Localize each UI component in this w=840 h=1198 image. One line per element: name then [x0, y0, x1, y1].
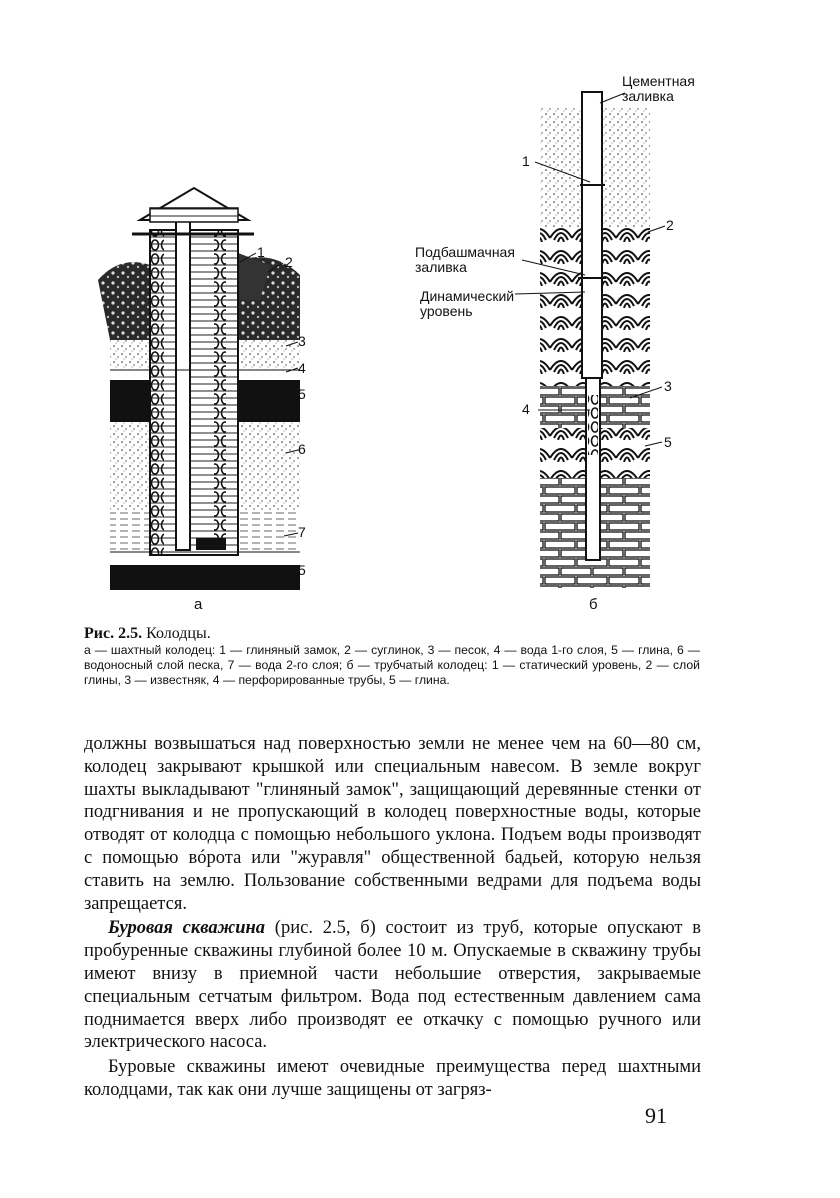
page-number: 91	[645, 1103, 667, 1128]
label-b-2: 2	[666, 217, 674, 233]
caption-title	[84, 624, 700, 643]
figure-caption	[84, 624, 700, 688]
label-cement-line1: Цементная	[622, 73, 695, 89]
label-dynamic-line1: Динамический	[420, 288, 515, 304]
label-a-7: 7	[298, 524, 306, 540]
label-b-4: 4	[522, 401, 530, 417]
label-subbash-line2: заливка	[415, 259, 467, 275]
paragraph-3: Буровые скважины имеют очевидные преимущества перед шахтными колодцами, так как они лучше защищены от загряз-	[84, 1057, 701, 1100]
paragraph-2-text: (рис. 2.5, б) состоит из труб, которые опускают в пробуренные скважины глубиной более 10 м. Опускаемые в скважину трубы имеют внизу в приемной части небольшие отверстия, закрываемые специальным сетчатым фильтром. Вода под естественным давлением сама поднимается вверх либо производят ее откачку с помощью ручного или электрического насоса.	[84, 918, 701, 1053]
paragraph-2	[84, 917, 701, 1054]
label-cement	[622, 74, 695, 104]
caption-label: Рис. 2.5.	[84, 625, 143, 642]
label-b-3: 3	[664, 378, 672, 394]
label-a-2: 2	[285, 254, 293, 270]
label-a-4: 4	[298, 360, 306, 376]
subfigure-label-b: б	[589, 596, 598, 613]
label-subbash-line1: Подбашмачная	[415, 244, 515, 260]
tube-well-drawing	[540, 92, 650, 588]
label-dynamic-line2: уровень	[420, 303, 473, 319]
label-b-1: 1	[522, 153, 530, 169]
label-a-3: 3	[298, 333, 306, 349]
subfigure-label-a: а	[194, 596, 203, 613]
label-cement-line2: заливка	[622, 88, 674, 104]
caption-body: а — шахтный колодец: 1 — глиняный замок, 2 — суглинок, 3 — песок, 4 — вода 1-го слоя, 5 — глина, 6 — водоносный слой песка, 7 — вода 2-го слоя; б — трубчатый колодец: 1 — статический уровень, 2 — слой глины, 3 — известняк, 4 — перфорированные трубы, 5 — глина.	[84, 643, 700, 687]
term-borehole: Буровая скважина	[108, 918, 266, 939]
label-dynamic-level	[420, 289, 514, 319]
label-a-5b: 5	[298, 562, 306, 578]
caption-title-text: Колодцы.	[146, 625, 211, 642]
body-text	[84, 733, 701, 1102]
label-a-5: 5	[298, 386, 306, 402]
label-a-6: 6	[298, 441, 306, 457]
shaft-well-drawing	[98, 188, 300, 590]
label-b-5: 5	[664, 434, 672, 450]
paragraph-1: должны возвышаться над поверхностью земли не менее чем на 60—80 см, колодец закрывают крышкой или специальным навесом. В земле вокруг шахты выкладывают "глиняный замок", защищающий деревянные стенки от подгнивания и не пропускающий в колодец поверхностные воды, которые отводят от колодца с помощью небольшого уклона. Подъем воды производят с помощью вóрота или "журавля" общественной бадьей, которую нельзя ставить на землю. Пользование собственными ведрами для подъема воды запрещается.	[84, 734, 701, 914]
label-subbash	[415, 245, 515, 275]
label-a-1: 1	[257, 244, 265, 260]
